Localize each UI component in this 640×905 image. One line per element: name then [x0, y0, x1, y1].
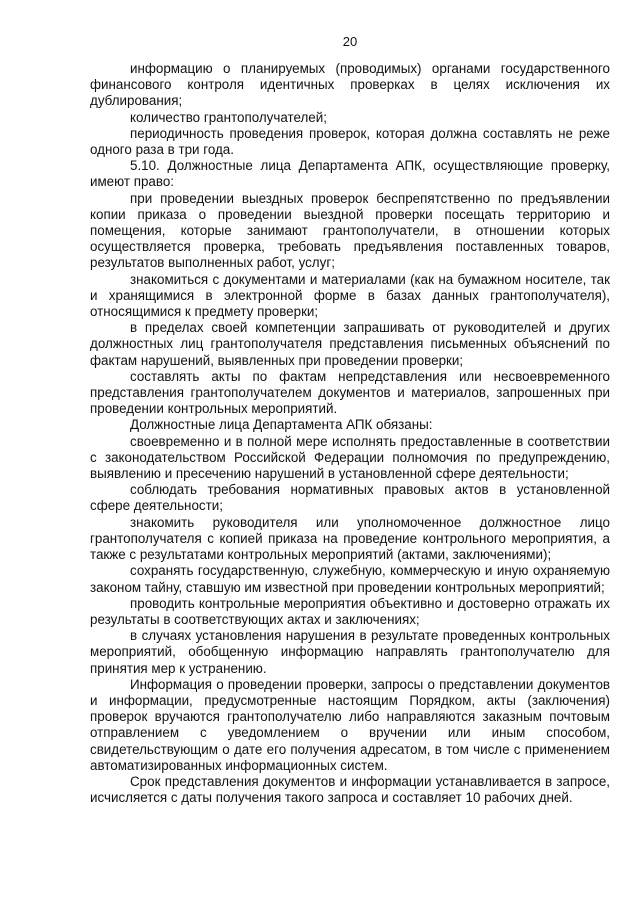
paragraph: Информация о проведении проверки, запросы о представлении документов и информации, предусмотренные настоящим Порядком, акты (заключения) проверок вручаются грантополучателю либо направляются заказным почтовым отправлением с уведомлением о вручении или иным способом, свидетельствующим о дате его получения адресатом, в том числе с применением автоматизированных информационных систем.	[90, 676, 610, 773]
page-number: 20	[342, 34, 358, 49]
document-page	[90, 0, 610, 905]
paragraph: количество грантополучателей;	[130, 109, 327, 125]
paragraph: при проведении выездных проверок беспрепятственно по предъявлении копии приказа о проведении выездной проверки посещать территорию и помещения, которые занимают грантополучатели, в отношении которых осуществляется проверка, требовать предъявления поставленных товаров, результатов выполненных работ, услуг;	[90, 190, 610, 271]
paragraph: в пределах своей компетенции запрашивать от руководителей и других должностных лиц грантополучателя представления письменных объяснений по фактам нарушений, выявленных при проведении проверки;	[90, 320, 610, 368]
paragraph: соблюдать требования нормативных правовых актов в установленной сфере деятельности;	[90, 482, 610, 514]
paragraph: знакомиться с документами и материалами (как на бумажном носителе, так и хранящимися в электронной форме в базах данных грантополучателя), относящимися к предмету проверки;	[90, 271, 610, 320]
section-heading-paragraph: 5.10. Должностные лица Департамента АПК, осуществляющие проверку, имеют право:	[90, 158, 610, 190]
paragraph: Должностные лица Департамента АПК обязаны:	[130, 417, 433, 433]
paragraph: в случаях установления нарушения в результате проведенных контрольных мероприятий, обобщенную информацию направлять грантополучателю для принятия мер к устранению.	[90, 628, 610, 676]
paragraph: своевременно и в полной мере исполнять предоставленные в соответствии с законодательством Российской Федерации полномочия по предупреждению, выявлению и пресечению нарушений в установленной сфере деятельности;	[90, 433, 610, 482]
paragraph: информацию о планируемых (проводимых) органами государственного финансового контроля идентичных проверках в целях исключения их дублирования;	[90, 61, 610, 109]
paragraph: проводить контрольные мероприятия объективно и достоверно отражать их результаты в соответствующих актах и заключениях;	[90, 595, 610, 627]
paragraph: Срок представления документов и информации устанавливается в запросе, исчисляется с даты получения такого запроса и составляет 10 рабочих дней.	[90, 773, 610, 806]
paragraph: периодичность проведения проверок, которая должна составлять не реже одного раза в три года.	[90, 125, 610, 158]
paragraph: составлять акты по фактам непредставления или несвоевременного представления грантополучателем документов и материалов, запрошенных при проведении контрольных мероприятий.	[90, 368, 610, 417]
paragraph: знакомить руководителя или уполномоченное должностное лицо грантополучателя с копией приказа на проведение контрольного мероприятия, а также с результатами контрольных мероприятий (актами, заключениями);	[90, 514, 610, 563]
paragraph: сохранять государственную, служебную, коммерческую и иную охраняемую законом тайну, ставшую им известной при проведении контрольных мероприятий;	[90, 563, 610, 595]
document-body	[90, 61, 610, 806]
